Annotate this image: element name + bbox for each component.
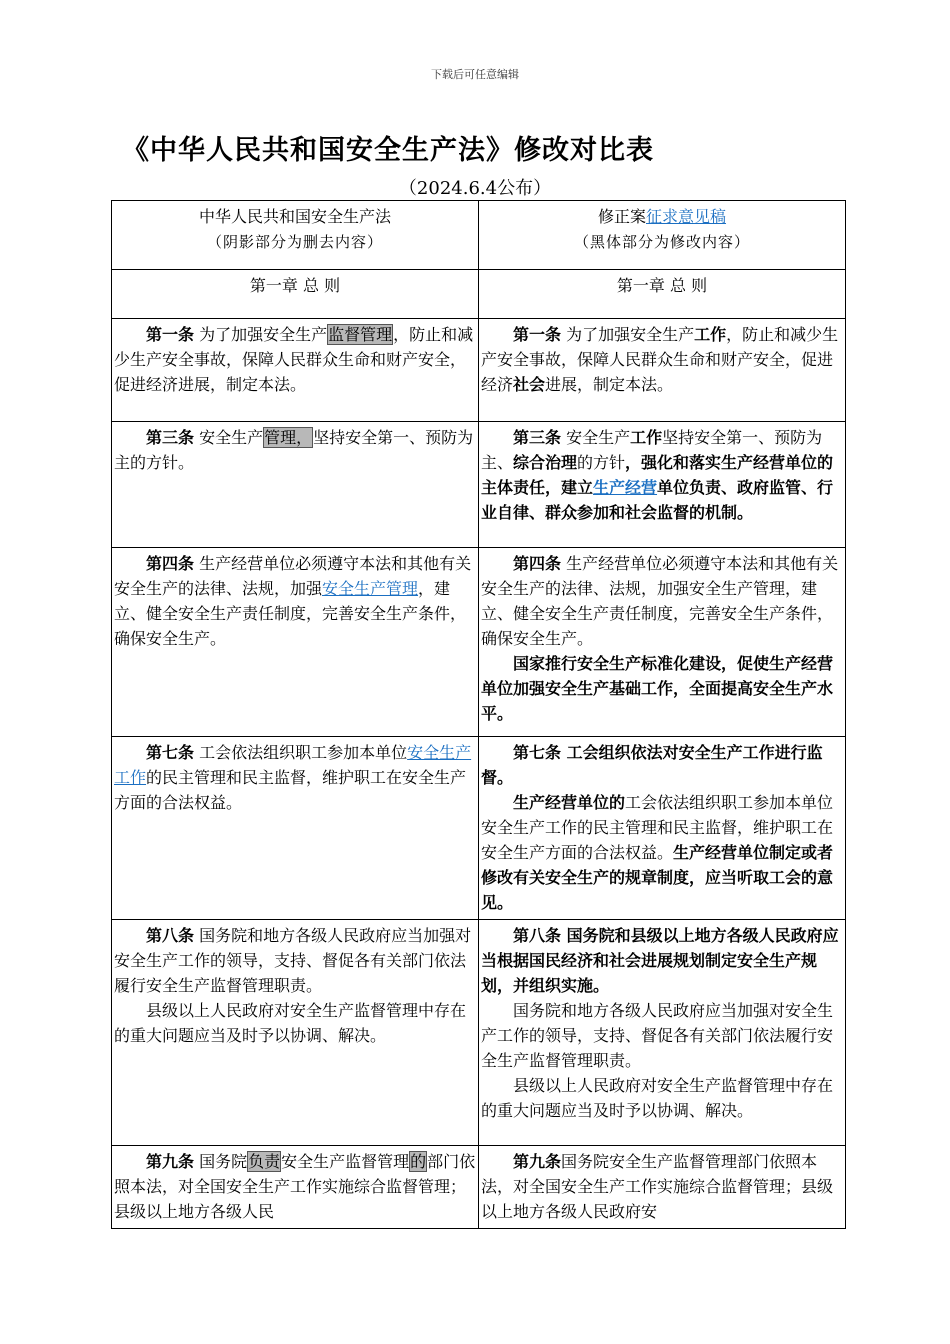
text: 部门依照本法，对全国安全生产工作实施综合监督管理；县级以上地方各级人民 [114,1152,476,1221]
article-head: 第七条 [513,743,562,762]
added-paragraph: 国家推行安全生产标准化建设，促使生产经营单位加强安全生产基础工作，全面提高安全生产水平。 [481,654,834,723]
article-4-original [112,548,479,737]
text: 国务院和地方各级人民政府应当加强对安全生产工作的领导，支持、督促各有关部门依法履行安全生产监督管理职责。 [114,926,472,995]
modified-text: ，强化和落实生产经营单位的主体责任，建立 [481,453,834,497]
article-head: 第三条 [146,428,195,447]
article-1-original [112,319,479,422]
modified-text: 工作 [694,325,727,344]
article-row-1 [112,319,846,422]
article-head: 第九条 [513,1152,562,1171]
article-3-original [112,422,479,548]
text: 工会依法组织职工参加本单位安全生产工作的民主管理和民主监督，维护职工在安全生产方面的合法权益。 [481,793,834,862]
text: 工会依法组织职工参加本单位 [194,743,408,762]
chapter-row [112,270,846,319]
article-row-8 [112,920,846,1146]
article-4-revised [479,548,846,737]
modified-text: 单位负责、政府监管、行业自律、群众参加和社会监督的机制。 [481,478,834,522]
article-8-original [112,920,479,1146]
article-7-original [112,737,479,920]
paragraph: 县级以上人民政府对安全生产监督管理中存在的重大问题应当及时予以协调、解决。 [114,1001,467,1045]
article-head: 第七条 [146,743,195,762]
text: 国务院安全生产监督管理部门依照本法，对全国安全生产工作实施综合监督管理；县级以上地方各级人民政府安 [481,1152,834,1221]
left-header-title: 中华人民共和国安全生产法 [198,207,391,226]
article-9-revised [479,1146,846,1229]
text: 生产经营单位必须遵守本法和其他有关安全生产的法律、法规，加强 [114,554,472,598]
article-head: 第四条 [513,554,562,573]
text: 安全生产 [194,428,264,447]
document-title: 《中华人民共和国安全生产法》修改对比表 [122,135,654,166]
text: 安全生产 [561,428,631,447]
link-text[interactable]: 安全生产管理 [322,579,419,598]
modified-text: 生产经营单位制定或者修改有关安全生产的规章制度，应当听取工会的意见。 [481,843,834,912]
comparison-table [111,200,846,1229]
deleted-text: 的 [410,1152,427,1171]
text: 为了加强安全生产 [194,325,328,344]
article-3-revised [479,422,846,548]
article-8-revised [479,920,846,1146]
modified-text: 工作 [630,428,663,447]
left-header-note: （阴影部分为删去内容） [206,233,383,251]
modified-text: 国务院和县级以上地方各级人民政府应当根据国民经济和社会进展规划制定安全生产规划，并组织实施。 [481,926,839,995]
article-head: 第一条 [146,325,195,344]
modified-text: 综合治理 [513,453,578,472]
deleted-text: 管理， [264,428,313,447]
link-text[interactable]: 安全生产工作 [114,743,472,787]
text: 坚持安全第一、预防为主的方针。 [114,428,474,472]
text: 的方针 [577,453,626,472]
text: 为了加强安全生产 [561,325,695,344]
chapter-left: 第一章 总 则 [112,270,479,319]
publish-date: （2024.6.4公布） [398,178,552,199]
article-head: 第九条 [146,1152,195,1171]
article-1-revised [479,319,846,422]
text: 坚持安全第一、预防为主、 [481,428,823,472]
article-head: 第四条 [146,554,195,573]
article-row-4 [112,548,846,737]
article-7-revised [479,737,846,920]
text: ，防止和减少生产安全事故，保障人民群众生命和财产安全，促进经济进展，制定本法。 [114,325,474,394]
deleted-text: 监督管理 [328,325,393,344]
article-head: 第八条 [513,926,562,945]
paragraph: 县级以上人民政府对安全生产监督管理中存在的重大问题应当及时予以协调、解决。 [481,1076,834,1120]
right-header-title [481,204,843,230]
article-9-original [112,1146,479,1229]
text: 进展，制定本法。 [545,375,674,394]
text: ，防止和减少生产安全事故，保障人民群众生命和财产安全，促进经济 [481,325,839,394]
text: 的民主管理和民主监督，维护职工在安全生产方面的合法权益。 [114,768,467,812]
text: 国务院 [194,1152,248,1171]
article-head: 第三条 [513,428,562,447]
right-header-note: （黑体部分为修改内容） [573,233,750,251]
right-header-prefix: 修正案 [597,207,646,226]
left-column-header [112,201,479,270]
chapter-right: 第一章 总 则 [479,270,846,319]
table-header-row [112,201,846,270]
modified-text: 生产经营单位的 [513,793,626,812]
article-head: 第八条 [146,926,195,945]
modified-text: 工会组织依法对安全生产工作进行监督。 [481,743,823,787]
draft-link[interactable]: 征求意见稿 [646,207,727,226]
paragraph: 国务院和地方各级人民政府应当加强对安全生产工作的领导，支持、督促各有关部门依法履行安全生产监督管理职责。 [481,1001,834,1070]
article-row-7 [112,737,846,920]
text: 生产经营单位必须遵守本法和其他有关安全生产的法律、法规，加强安全生产管理，建立、健全安全生产责任制度，完善安全生产条件，确保安全生产。 [481,554,839,648]
text: 安全生产监督管理 [281,1152,410,1171]
header-note: 下载后可任意编辑 [431,68,519,81]
text: ，建立、健全安全生产责任制度，完善安全生产条件，确保安全生产。 [114,579,467,648]
article-row-9 [112,1146,846,1229]
article-head: 第一条 [513,325,562,344]
modified-text: 社会 [513,375,546,394]
right-column-header [479,201,846,270]
link-text[interactable]: 生产经营 [593,478,658,497]
deleted-text: 负责 [248,1152,281,1171]
article-row-3 [112,422,846,548]
